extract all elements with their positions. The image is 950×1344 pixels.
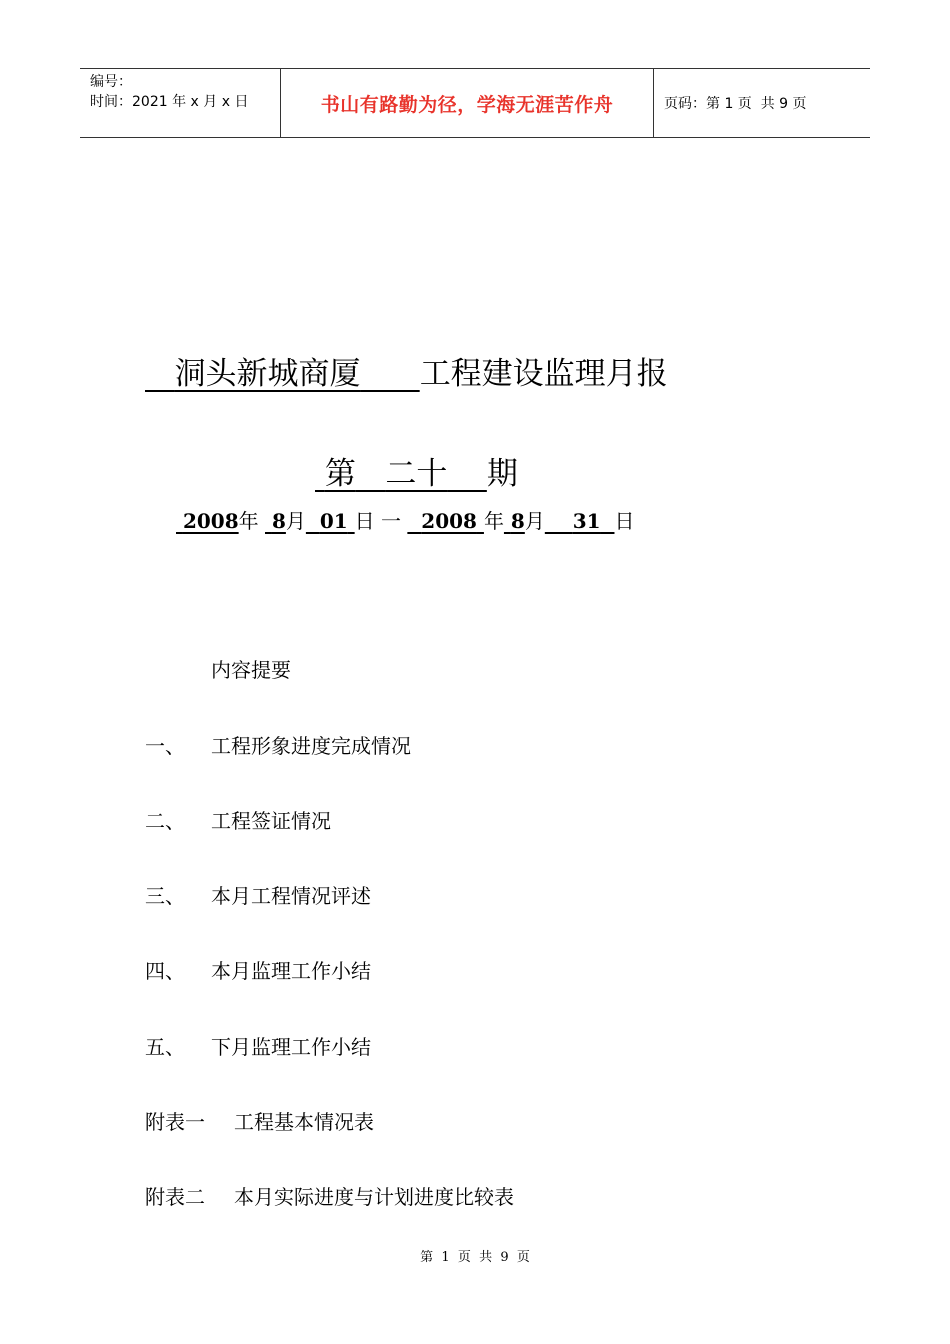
header-table [80, 68, 870, 138]
start-year: 2008 [182, 509, 239, 533]
start-month-char: 月 [285, 509, 306, 533]
toc-item-label: 本月工程情况评述 [211, 884, 371, 908]
toc-item [145, 731, 411, 761]
report-name: 工程建设监理月报 [419, 356, 668, 392]
toc-item [145, 956, 371, 986]
start-year-field [176, 509, 239, 533]
issue-number: 二十 [385, 456, 448, 492]
project-name-field [145, 356, 420, 392]
start-day-field [306, 509, 355, 533]
appendix-number: 附表二 [145, 1185, 205, 1209]
toc-item-number: 三、 [145, 884, 185, 908]
start-month-field [265, 509, 286, 533]
toc-item-label: 下月监理工作小结 [211, 1035, 371, 1059]
appendix-item [145, 1107, 374, 1137]
toc-item-number: 一、 [145, 734, 185, 758]
period-dash: 一 [381, 509, 401, 533]
report-period [176, 506, 634, 536]
toc-item-label: 工程形象进度完成情况 [211, 734, 411, 758]
toc-item-number: 四、 [145, 959, 185, 983]
toc-item-label: 工程签证情况 [211, 809, 331, 833]
issue-prefix: 第 [324, 456, 356, 492]
end-day-char: 日 [614, 509, 635, 533]
document-number-label: 编号： [90, 74, 132, 90]
issue-number-field [315, 456, 487, 492]
report-title [145, 352, 668, 396]
document-time-label: 时间：2021 年 x 月 x 日 [90, 94, 249, 110]
start-day: 01 [319, 509, 348, 533]
toc-item [145, 806, 331, 836]
start-day-char: 日 [354, 509, 375, 533]
contents-heading: 内容提要 [211, 658, 291, 682]
end-month: 8 [510, 509, 525, 533]
end-month-char: 月 [524, 509, 545, 533]
header-motto: 书山有路勤为径，学海无涯苦作舟 [320, 93, 614, 116]
end-day: 31 [572, 509, 601, 533]
project-name: 洞头新城商厦 [174, 356, 361, 392]
header-page-info: 页码：第 1 页 共 9 页 [664, 96, 807, 112]
appendix-number: 附表一 [145, 1110, 205, 1134]
header-motto-cell [281, 69, 654, 137]
header-meta-cell [80, 69, 281, 137]
end-month-field [504, 509, 525, 533]
appendix-label: 工程基本情况表 [234, 1110, 374, 1134]
end-day-field [545, 509, 615, 533]
toc-item-number: 二、 [145, 809, 185, 833]
toc-item [145, 881, 371, 911]
toc-item [145, 1032, 371, 1062]
page-footer: 第 1 页 共 9 页 [420, 1250, 530, 1265]
appendix-label: 本月实际进度与计划进度比较表 [234, 1185, 514, 1209]
start-month: 8 [271, 509, 286, 533]
end-year-field [407, 509, 484, 533]
issue-number-line [315, 452, 518, 496]
issue-suffix: 期 [486, 456, 518, 492]
appendix-item [145, 1182, 514, 1212]
start-year-char: 年 [238, 509, 259, 533]
toc-item-label: 本月监理工作小结 [211, 959, 371, 983]
header-page-cell [654, 69, 870, 137]
end-year-char: 年 [483, 509, 504, 533]
end-year: 2008 [421, 509, 477, 533]
toc-item-number: 五、 [145, 1035, 185, 1059]
